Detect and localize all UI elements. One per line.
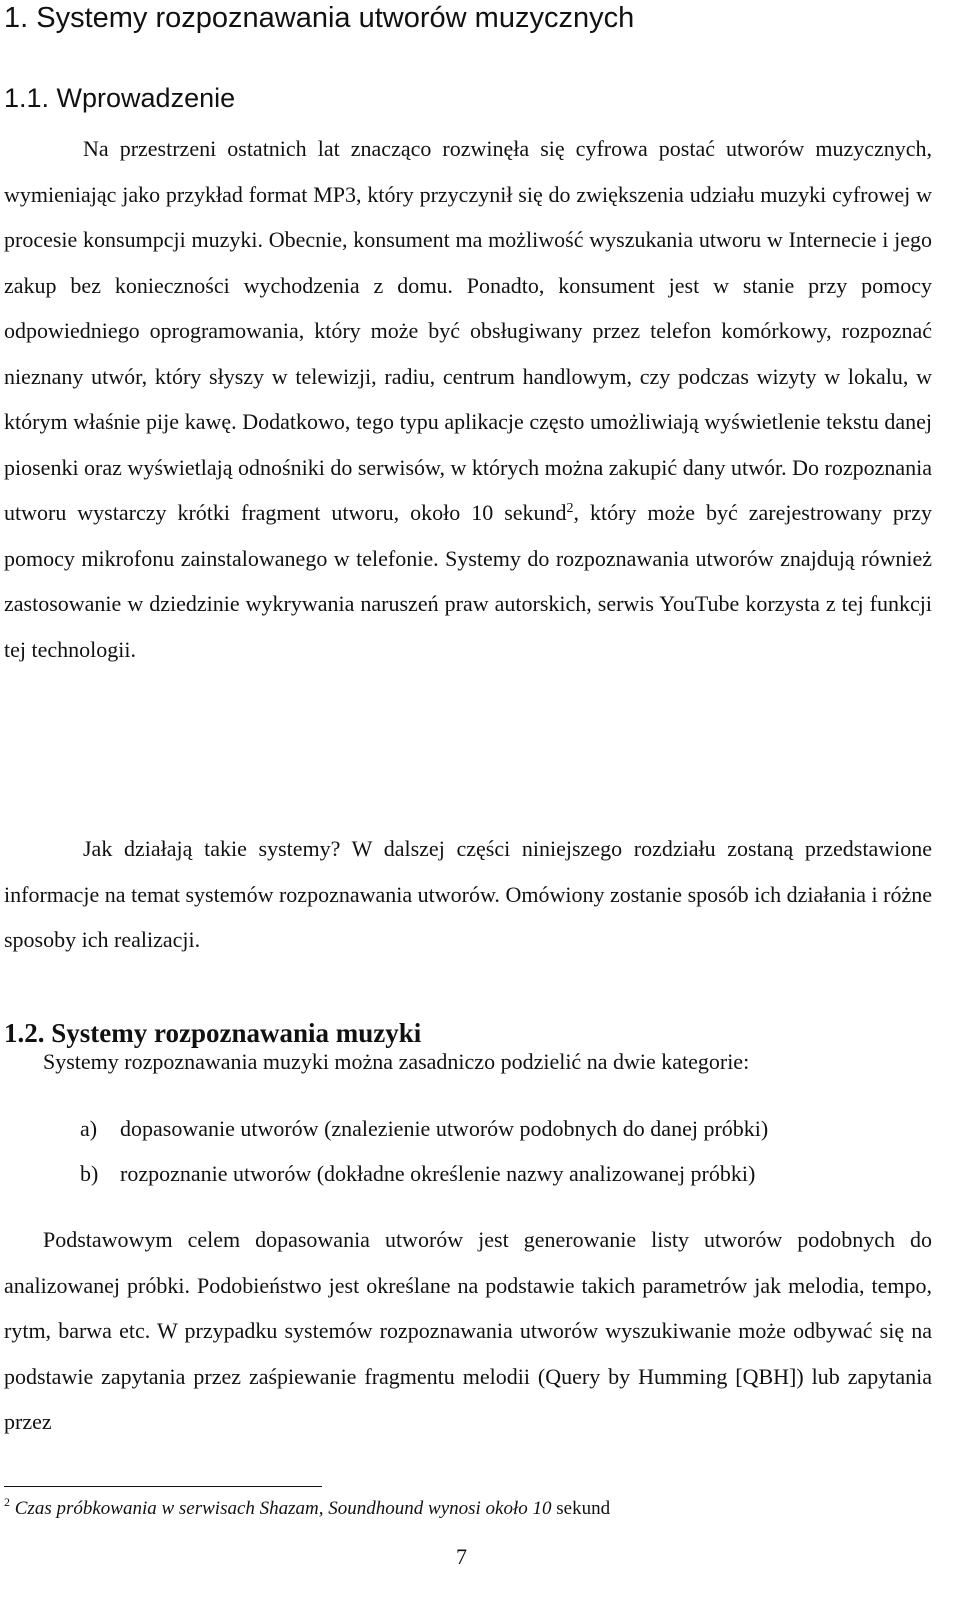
systems-question-paragraph: Jak działają takie systemy? W dalszej części niniejszego rozdziału zostaną przedstawione informacje na temat systemów rozpoznawania utworów. Omówiony zostanie sposób ich działania i różne sposoby ich realizacji. bbox=[4, 836, 932, 952]
footnote-italic-text: Czas próbkowania w serwisach Shazam, Soundhound wynosi około 10 bbox=[14, 1498, 552, 1519]
list-marker: a) bbox=[80, 1116, 98, 1141]
list-marker: b) bbox=[80, 1161, 99, 1186]
footnote-plain-text: sekund bbox=[551, 1498, 611, 1519]
list-item bbox=[80, 1106, 768, 1151]
category-list bbox=[80, 1106, 768, 1196]
chapter-heading: 1. Systemy rozpoznawania utworów muzycznych bbox=[4, 2, 635, 34]
section-heading-music-recognition: 1.2. Systemy rozpoznawania muzyki bbox=[4, 1018, 422, 1048]
section-heading-introduction: 1.1. Wprowadzenie bbox=[4, 83, 236, 113]
page-number: 7 bbox=[456, 1544, 467, 1569]
footnote-separator bbox=[4, 1486, 322, 1487]
intro-paragraph-text-continued: , który może być zarejestrowany przy pomocy mikrofonu zainstalowanego w telefonie. Systemy do rozpoznawania utworów znajdują również zastosowanie w dziedzinie wykrywania naruszeń praw autorskich, serwis YouTube korzysta z tej funkcji tej technologii. bbox=[4, 500, 932, 662]
matching-paragraph: Podstawowym celem dopasowania utworów jest generowanie listy utworów podobnych do analizowanej próbki. Podobieństwo jest określane na podstawie takich parametrów jak melodia, tempo, rytm, barwa etc. W przypadku systemów rozpoznawania utworów wyszukiwanie może odbywać się na podstawie zapytania przez zaśpiewanie fragmentu melodii (Query by Humming [QBH]) lub zapytania przez bbox=[4, 1227, 932, 1434]
list-item-text: rozpoznanie utworów (dokładne określenie nazwy analizowanej próbki) bbox=[120, 1161, 756, 1186]
list-item-text: dopasowanie utworów (znalezienie utworów podobnych do danej próbki) bbox=[120, 1116, 769, 1141]
list-item bbox=[80, 1151, 768, 1196]
footnote bbox=[4, 1497, 610, 1521]
intro-paragraph-text: Na przestrzeni ostatnich lat znacząco rozwinęła się cyfrowa postać utworów muzycznych, wymieniając jako przykład format MP3, który przyczynił się do zwiększenia udziału muzyki cyfrowej w procesie konsumpcji muzyki. Obecnie, konsument ma możliwość wyszukania utworu w Internecie i jego zakup bez konieczności wychodzenia z domu. Ponadto, konsument jest w stanie przy pomocy odpowiedniego oprogramowania, który może być obsługiwany przez telefon komórkowy, rozpoznać nieznany utwór, który słyszy w telewizji, radiu, centrum handlowym, czy podczas wizyty w lokalu, w którym właśnie pije kawę. Dodatkowo, tego typu aplikacje często umożliwiają wyświetlenie tekstu danej piosenki oraz wyświetlają odnośniki do serwisów, w których można zakupić dany utwór. Do rozpoznania utworu wystarczy krótki fragment utworu, około 10 sekund bbox=[4, 136, 932, 525]
footnote-reference[interactable]: 2 bbox=[566, 501, 574, 516]
footnote-number: 2 bbox=[4, 1495, 10, 1509]
categories-intro-paragraph: Systemy rozpoznawania muzyki można zasadniczo podzielić na dwie kategorie: bbox=[43, 1049, 750, 1074]
intro-paragraph bbox=[4, 126, 932, 672]
